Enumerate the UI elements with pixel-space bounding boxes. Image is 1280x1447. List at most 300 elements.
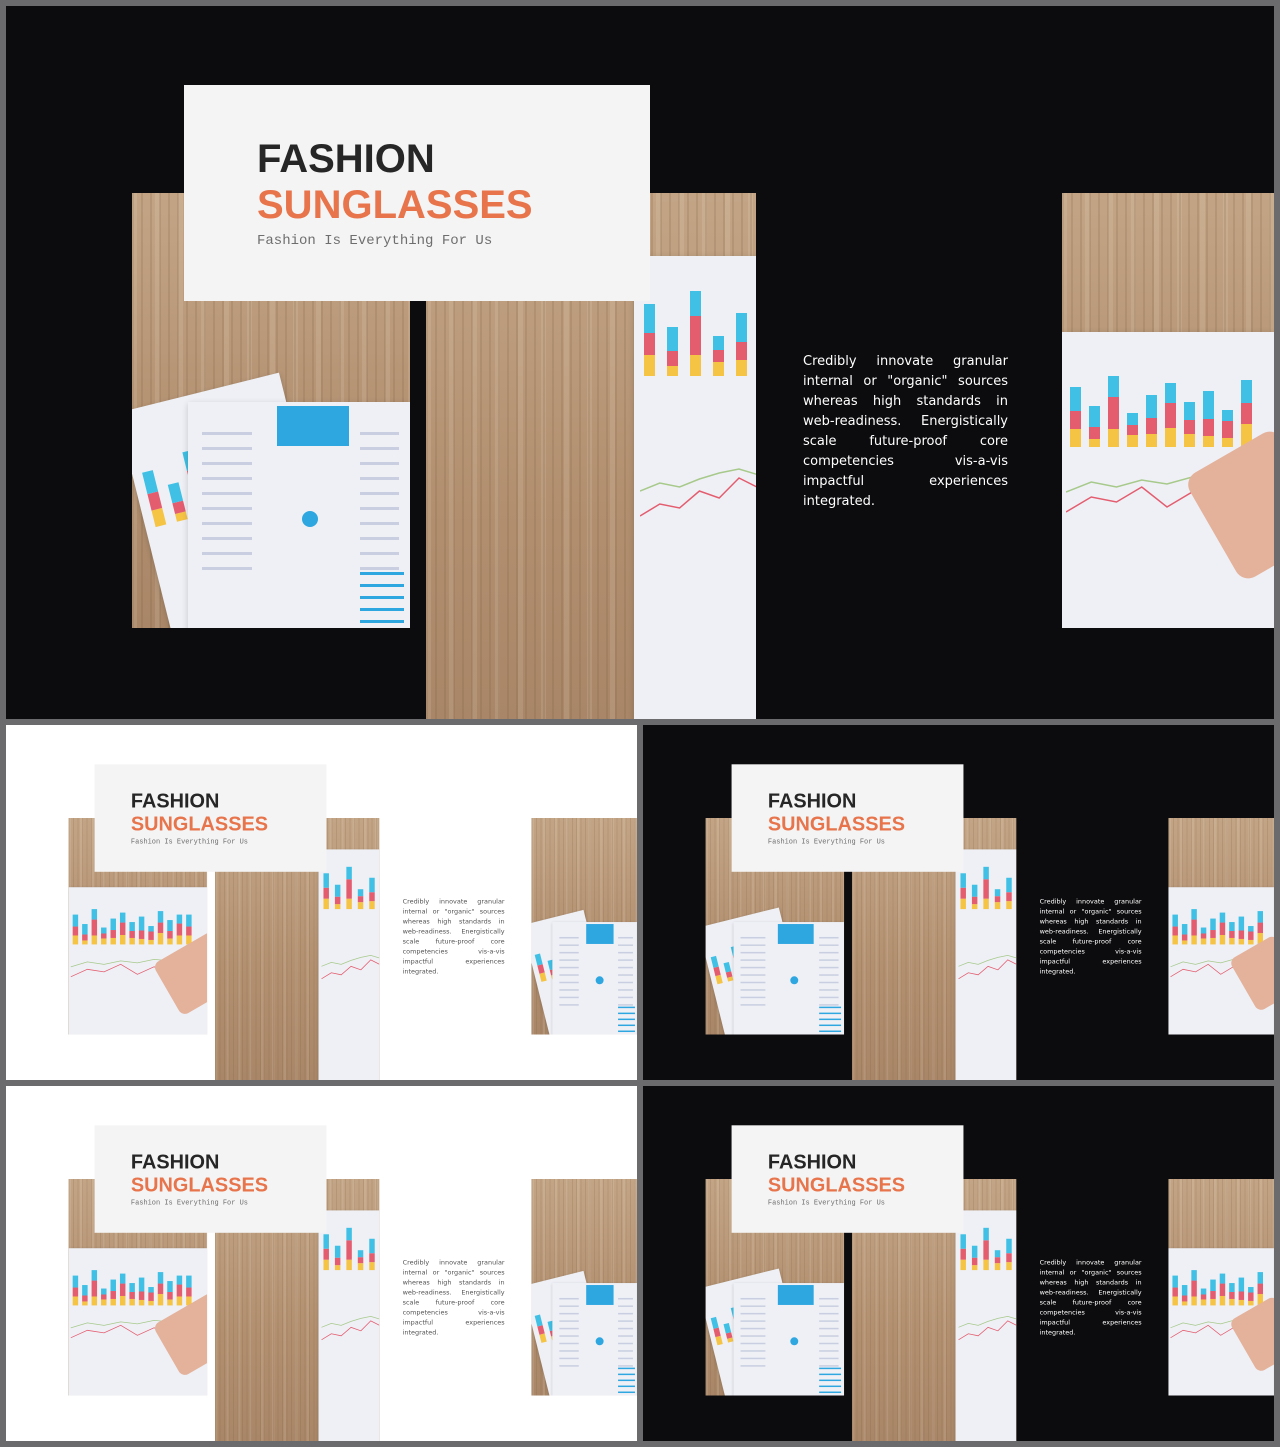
chart-bar	[1258, 923, 1263, 933]
resume-header	[778, 1285, 814, 1305]
chart-bar	[1089, 406, 1100, 427]
text-line	[819, 1298, 838, 1299]
slide-4-content	[6, 1086, 637, 1441]
title-line-2: SUNGLASSES	[257, 183, 533, 227]
chart-bar	[120, 922, 125, 935]
chart-line	[321, 947, 379, 977]
chart-bar	[101, 939, 106, 945]
chart-bar	[73, 915, 78, 927]
chart-bar	[167, 1281, 172, 1292]
chart-bar	[335, 1258, 340, 1265]
chart-bar	[1201, 1295, 1206, 1300]
chart-bar	[983, 1240, 988, 1259]
chart-bar	[1172, 936, 1177, 945]
chart-bar	[972, 1265, 977, 1270]
chart-bar	[110, 1299, 115, 1306]
chart-bar	[1006, 1239, 1011, 1253]
text-line	[819, 1358, 838, 1359]
title-line-2: SUNGLASSES	[767, 813, 906, 835]
chart-bar	[148, 931, 153, 939]
chart-bar	[1222, 410, 1233, 421]
chart-bar	[995, 1257, 1000, 1263]
chart-bar	[1108, 397, 1119, 429]
text-line	[819, 1335, 838, 1336]
text-line	[202, 447, 252, 450]
text-line	[618, 1298, 633, 1299]
text-line	[618, 952, 633, 953]
text-line	[618, 989, 633, 990]
chart-bar	[1191, 1281, 1196, 1297]
chart-bar	[158, 1284, 163, 1294]
chart-bar	[346, 1260, 351, 1271]
chart-bar	[539, 972, 546, 981]
text-line	[618, 1343, 633, 1344]
chart-bar	[1201, 1300, 1206, 1306]
chart-bar	[167, 1299, 172, 1305]
title-card	[732, 1125, 964, 1232]
chart-bar	[82, 1285, 87, 1295]
text-line	[740, 1350, 765, 1351]
chart-bar	[369, 1262, 374, 1270]
chart-bar	[323, 1259, 328, 1270]
chart-bar	[1220, 1274, 1225, 1284]
title-line-2: SUNGLASSES	[130, 1174, 269, 1196]
chart-bar	[139, 1292, 144, 1300]
chart-bar	[1239, 917, 1244, 931]
skill-bar	[618, 1024, 635, 1025]
chart-bar	[120, 1274, 125, 1284]
chart-bar	[139, 931, 144, 939]
chart-bar	[139, 939, 144, 945]
slide-2-content	[6, 725, 637, 1080]
chart-bar	[323, 873, 328, 887]
chart-bar	[1165, 383, 1176, 402]
chart-bar	[323, 1234, 328, 1248]
chart-bar	[1006, 892, 1011, 901]
chart-bar	[995, 902, 1000, 909]
tagline: Fashion Is Everything For Us	[130, 837, 248, 846]
chart-bar	[537, 1325, 544, 1334]
text-line	[819, 997, 838, 998]
chart-bar	[960, 873, 965, 887]
chart-bar	[1182, 924, 1187, 934]
chart-bar	[995, 889, 1000, 896]
text-line	[202, 507, 252, 510]
chart-bar	[1108, 376, 1119, 397]
text-line	[819, 1313, 838, 1314]
text-line	[618, 982, 633, 983]
title-card	[95, 1125, 327, 1232]
slide-3[interactable]	[643, 725, 1274, 1080]
text-line	[560, 1365, 579, 1366]
skill-bar	[819, 1024, 841, 1025]
chart-bar	[120, 1283, 125, 1296]
chart-bar	[1172, 1297, 1177, 1306]
chart-bar	[1239, 1278, 1244, 1292]
chart-bar	[369, 1253, 374, 1262]
chart-bar	[995, 1263, 1000, 1270]
chart-bar	[736, 360, 747, 376]
chart-bar	[1127, 413, 1138, 425]
chart-bar	[1146, 395, 1157, 419]
chart-bar	[142, 470, 158, 494]
title-line-1: FASHION	[130, 1151, 220, 1174]
chart-bar	[667, 366, 678, 376]
chart-bar	[186, 915, 191, 927]
chart-bar	[1146, 434, 1157, 447]
chart-bar	[186, 1288, 191, 1297]
chart-bar	[167, 931, 172, 938]
chart-line-path	[640, 469, 756, 491]
slide-1[interactable]	[6, 6, 1274, 719]
text-line	[202, 492, 252, 495]
slide-4[interactable]	[6, 1086, 637, 1441]
chart-bar	[960, 898, 965, 909]
chart-bar	[335, 1246, 340, 1258]
chart-bar	[335, 885, 340, 897]
chart-bar	[1220, 913, 1225, 923]
chart-bar	[73, 1297, 78, 1306]
paper-resume-sheet	[553, 1283, 637, 1396]
chart-bar	[82, 940, 87, 944]
chart-bar	[983, 867, 988, 880]
text-line	[618, 1328, 633, 1329]
chart-bar	[120, 1296, 125, 1306]
chart-bar	[972, 897, 977, 904]
chart-bar	[667, 327, 678, 352]
chart-bar	[1165, 403, 1176, 429]
paper-chart-sheet	[634, 256, 756, 719]
chart-bar	[1070, 411, 1081, 429]
chart-bar	[723, 1323, 731, 1334]
tagline: Fashion Is Everything For Us	[767, 1198, 885, 1207]
chart-bar	[186, 927, 191, 936]
chart-bar	[167, 1292, 172, 1299]
text-line	[740, 1320, 765, 1321]
chart-bar	[711, 1317, 719, 1329]
text-line	[740, 1335, 765, 1336]
text-line	[618, 1358, 633, 1359]
chart-bar	[167, 938, 172, 944]
chart-bar	[644, 333, 655, 355]
chart-bar	[690, 355, 701, 376]
chart-bar	[1172, 1288, 1177, 1297]
text-line	[560, 952, 579, 953]
text-line	[360, 462, 399, 465]
slide-3-content	[643, 725, 1274, 1080]
chart-bar	[723, 962, 731, 973]
text-line	[360, 552, 399, 555]
chart-bar	[110, 1279, 115, 1291]
chart-bar	[369, 892, 374, 901]
skill-bar	[618, 1385, 635, 1386]
chart-bar	[1201, 934, 1206, 939]
chart-bar	[690, 291, 701, 317]
chart-bar	[960, 1234, 965, 1248]
text-line	[740, 944, 765, 945]
text-line	[360, 492, 399, 495]
skill-bar	[618, 1018, 635, 1019]
text-line	[560, 1328, 579, 1329]
chart-bar	[168, 481, 183, 502]
chart-bar	[346, 879, 351, 898]
chart-bar	[1127, 435, 1138, 447]
tagline: Fashion Is Everything For Us	[130, 1198, 248, 1207]
text-line	[560, 989, 579, 990]
text-line	[560, 1350, 579, 1351]
skill-bar	[618, 1379, 635, 1380]
chart-bar	[1191, 1297, 1196, 1306]
chart-bar	[73, 1288, 78, 1297]
text-line	[819, 974, 838, 975]
text-line	[740, 1358, 765, 1359]
chart-bar	[158, 933, 163, 945]
chart-bar	[335, 897, 340, 904]
chart-bar	[186, 1276, 191, 1288]
text-line	[819, 1328, 838, 1329]
text-line	[740, 1328, 765, 1329]
slide-5[interactable]	[643, 1086, 1274, 1441]
chart-bar	[358, 1263, 363, 1270]
slide-2[interactable]	[6, 725, 637, 1080]
chart-bar	[736, 342, 747, 361]
slide-5-content	[643, 1086, 1274, 1441]
chart-bar	[1006, 1262, 1011, 1270]
paper-chart-sheet	[955, 850, 1016, 1080]
chart-bar	[92, 1281, 97, 1297]
photo-chart-hand	[1168, 1179, 1273, 1395]
chart-bar	[177, 1297, 182, 1306]
chart-line	[958, 1308, 1016, 1338]
chart-bar	[110, 918, 115, 930]
chart-bar	[1239, 1300, 1244, 1306]
paper-chart-sheet	[955, 1211, 1016, 1441]
chart-line	[321, 1308, 379, 1338]
text-line	[618, 974, 633, 975]
chart-bar	[1239, 1292, 1244, 1300]
title-line-1: FASHION	[767, 1151, 857, 1174]
chart-bar	[1201, 1289, 1206, 1295]
chart-bar	[960, 1259, 965, 1270]
text-line	[560, 944, 579, 945]
chart-bar	[358, 1250, 363, 1257]
text-line	[819, 952, 838, 953]
text-line	[740, 952, 765, 953]
text-line	[740, 1004, 765, 1005]
chart-bar	[358, 889, 363, 896]
text-line	[560, 1298, 579, 1299]
text-line	[819, 1004, 838, 1005]
text-line	[740, 997, 765, 998]
chart-bar	[537, 964, 544, 973]
chart-bar	[539, 1333, 546, 1342]
chart-bar	[358, 1257, 363, 1263]
text-line	[819, 959, 838, 960]
text-line	[202, 522, 252, 525]
chart-bar	[101, 1295, 106, 1300]
chart-bar	[1108, 429, 1119, 447]
chart-bar	[82, 924, 87, 934]
text-line	[618, 937, 633, 938]
chart-bar	[129, 938, 134, 945]
text-line	[560, 937, 579, 938]
chart-bar	[1241, 380, 1252, 404]
text-line	[560, 1358, 579, 1359]
chart-bar	[129, 922, 134, 931]
chart-bar	[1182, 1301, 1187, 1305]
text-line	[819, 944, 838, 945]
text-line	[819, 982, 838, 983]
text-line	[360, 537, 399, 540]
chart-bar	[972, 1258, 977, 1265]
avatar-icon	[790, 1337, 798, 1345]
text-line	[819, 1350, 838, 1351]
title-card	[184, 85, 650, 301]
text-line	[360, 567, 399, 570]
skill-bar	[360, 608, 404, 611]
text-line	[618, 1365, 633, 1366]
text-line	[202, 432, 252, 435]
text-line	[202, 537, 252, 540]
chart-bar	[110, 938, 115, 945]
chart-bar	[1210, 938, 1215, 945]
text-line	[819, 1343, 838, 1344]
chart-bar	[369, 901, 374, 909]
chart-bar	[1229, 938, 1234, 945]
text-line	[560, 1004, 579, 1005]
chart-bar	[92, 920, 97, 936]
chart-bar	[369, 1239, 374, 1253]
title-line-2: SUNGLASSES	[130, 813, 269, 835]
chart-bar	[177, 1285, 182, 1297]
chart-bar	[1248, 940, 1253, 945]
skill-bar	[360, 620, 404, 623]
chart-bar	[1201, 928, 1206, 934]
paper-chart-sheet	[318, 850, 379, 1080]
text-line	[560, 959, 579, 960]
chart-bar	[101, 1300, 106, 1306]
chart-bar	[1258, 1284, 1263, 1294]
chart-bar	[1182, 1285, 1187, 1295]
text-line	[740, 1298, 765, 1299]
chart-bar	[1006, 878, 1011, 892]
chart-bar	[1070, 429, 1081, 447]
chart-bar	[995, 896, 1000, 902]
chart-bar	[358, 896, 363, 902]
chart-bar	[1182, 940, 1187, 944]
chart-bar	[715, 975, 722, 984]
chart-bar	[713, 362, 724, 376]
chart-bar	[1239, 939, 1244, 945]
resume-header	[277, 406, 349, 446]
text-line	[740, 1365, 765, 1366]
chart-bar	[1172, 927, 1177, 936]
skill-bar	[618, 1391, 635, 1392]
chart-bar	[129, 1283, 134, 1292]
chart-bar	[323, 1249, 328, 1260]
chart-bar	[1089, 427, 1100, 439]
text-line	[360, 447, 399, 450]
text-line	[819, 1305, 838, 1306]
chart-bar	[1229, 1299, 1234, 1306]
text-line	[560, 997, 579, 998]
chart-bar	[713, 1328, 720, 1337]
skill-bar	[618, 1013, 635, 1014]
chart-bar	[972, 904, 977, 909]
chart-bar	[1006, 901, 1011, 909]
chart-bar	[358, 902, 363, 909]
chart-bar	[323, 898, 328, 909]
chart-line-path	[321, 1317, 379, 1328]
chart-bar	[1210, 930, 1215, 938]
chart-bar	[534, 1314, 542, 1326]
chart-bar	[736, 313, 747, 341]
chart-bar	[995, 1250, 1000, 1257]
resume-header	[586, 924, 613, 944]
text-line	[560, 967, 579, 968]
chart-bar	[73, 1276, 78, 1288]
body-paragraph: Credibly innovate granular internal or "organic" sources whereas high standards in web-readiness. Energistically scale future-proof core competencies vis-a-vis impactful experiences integrated.	[402, 1259, 505, 1337]
chart-bar	[148, 926, 153, 932]
chart-bar	[690, 316, 701, 354]
chart-bar	[73, 927, 78, 936]
chart-bar	[148, 1301, 153, 1306]
chart-bar	[1146, 418, 1157, 434]
text-line	[819, 967, 838, 968]
skill-bar	[819, 1018, 841, 1019]
chart-bar	[1191, 936, 1196, 945]
chart-bar	[1248, 1292, 1253, 1300]
chart-bar	[177, 915, 182, 924]
chart-bar	[177, 1276, 182, 1285]
chart-line	[640, 451, 756, 511]
text-line	[819, 937, 838, 938]
chart-bar	[711, 956, 719, 968]
chart-bar	[151, 508, 166, 527]
chart-bar	[82, 1301, 87, 1305]
text-line	[740, 967, 765, 968]
text-line	[360, 522, 399, 525]
title-line-1: FASHION	[257, 137, 435, 181]
chart-bar	[713, 967, 720, 976]
slide-1-content	[6, 6, 1274, 719]
chart-bar	[369, 878, 374, 892]
chart-bar	[120, 913, 125, 923]
avatar-icon	[596, 976, 604, 984]
chart-bar	[1220, 1296, 1225, 1306]
paper-resume-sheet	[733, 922, 844, 1035]
chart-bar	[82, 934, 87, 940]
chart-bar	[110, 930, 115, 938]
chart-bar	[1258, 911, 1263, 923]
chart-bar	[1201, 939, 1206, 945]
avatar-icon	[790, 976, 798, 984]
chart-bar	[158, 923, 163, 933]
chart-bar	[1191, 909, 1196, 920]
chart-bar	[110, 1291, 115, 1299]
text-line	[560, 1335, 579, 1336]
chart-bar	[1248, 1301, 1253, 1306]
chart-bar	[1248, 931, 1253, 939]
chart-bar	[101, 1289, 106, 1295]
paper-resume-sheet	[188, 402, 410, 628]
chart-bar	[960, 1249, 965, 1260]
text-line	[618, 959, 633, 960]
text-line	[618, 1313, 633, 1314]
chart-bar	[92, 936, 97, 945]
text-line	[618, 997, 633, 998]
skill-bar	[819, 1385, 841, 1386]
